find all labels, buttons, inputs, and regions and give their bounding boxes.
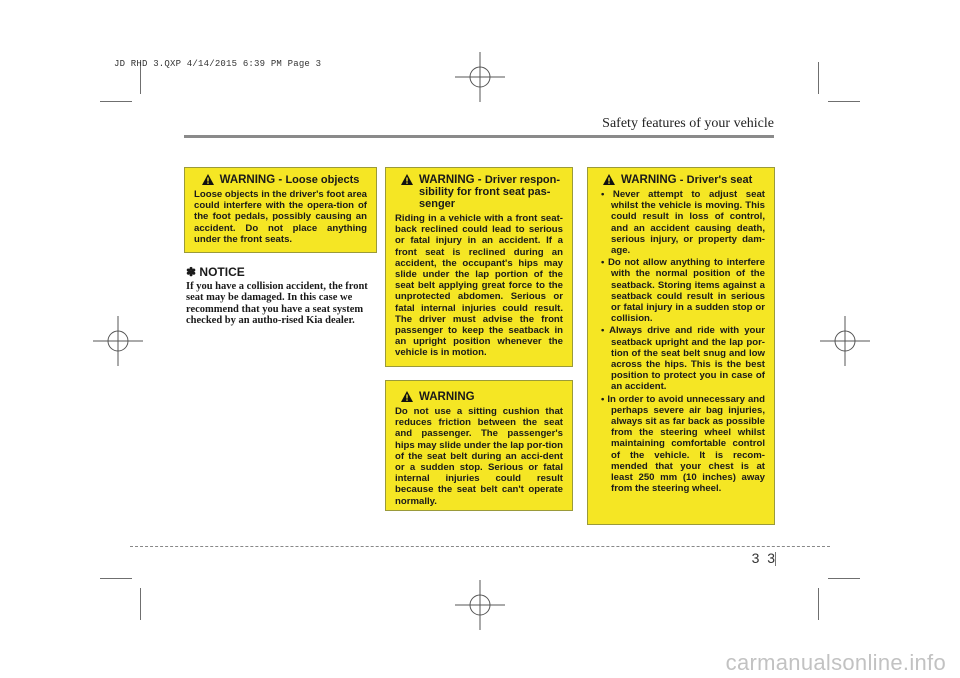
notice-title: NOTICE [199,265,245,279]
warning-dash: - [477,174,482,186]
page-number-value: 3 [767,550,775,566]
registration-mark-left [93,316,143,366]
warning-loose-objects [184,167,377,253]
footer-rule [130,546,830,547]
registration-mark-right [820,316,870,366]
chapter-number: 3 [751,550,760,566]
warning-sitting-cushion [385,380,573,511]
warning-title [597,174,765,186]
warning-list [597,189,765,494]
warning-triangle-icon [202,174,214,185]
warning-subtitle: Driver's seat [686,174,753,186]
warning-label: WARNING [219,174,276,186]
warning-subtitle: Driver respon-sibility for front seat pas-senger [419,174,561,210]
print-slug: JD RHD 3.QXP 4/14/2015 6:39 PM Page 3 [114,59,322,69]
list-item: • Do not allow anything to interfere with the normal position of the seatback. Storing items against a seatback could result in serious or fatal injury in a sudden stop or collision. [601,257,765,325]
warning-dash: - [679,174,684,186]
warning-title [395,174,563,210]
warning-dash: - [278,174,283,186]
warning-triangle-icon [401,391,413,402]
warning-title [194,174,367,186]
page-number [752,550,775,566]
warning-driver-responsibility [385,167,573,367]
registration-mark-top [455,52,505,102]
notice-symbol: ✽ [186,265,197,279]
warning-label: WARNING [621,174,677,186]
list-item: • Never attempt to adjust seat whilst the vehicle is moving. This could result in loss of control, and an accident causing death, serious injury, or property dam-age. [601,189,765,257]
notice-body: If you have a collision accident, the front seat may be damaged. In this case we recommend that you have a seat system checked by an autho-rised Kia dealer. [186,281,368,326]
page-number-separator [775,552,776,566]
registration-mark-bottom [455,580,505,630]
warning-title [395,391,563,403]
warning-triangle-icon [603,174,615,185]
header-rule [184,135,774,138]
warning-drivers-seat [587,167,775,525]
list-item: • In order to avoid unnecessary and perhaps severe air bag injuries, always sit as far back as possible from the steering wheel whilst maintaining comfortable control of the vehicle. It is recom-mended that your chest is at least 250 mm (10 inches) away from the steering wheel. [601,393,765,495]
warning-body: Riding in a vehicle with a front seat-back reclined could lead to serious or fatal injury in an accident. If a front seat is reclined during an accident, the occupant's hips may slide under the lap portion of the seat belt applying great force to the unprotected abdomen. Serious or fatal internal injuries could result. The driver must advise the front passenger to keep the seatback in an upright position whenever the vehicle is in motion. [395,213,563,359]
notice-heading [186,265,245,279]
watermark: carmanualsonline.info [725,650,946,675]
section-title: Safety features of your vehicle [602,116,774,131]
list-item: • Always drive and ride with your seatback upright and the lap por-tion of the seat belt snug and low across the hips. This is the best position to protect you in case of an accident. [601,325,765,393]
warning-label: WARNING [419,391,475,403]
warning-triangle-icon [401,174,413,185]
warning-body: Do not use a sitting cushion that reduces friction between the seat and passenger. The passenger's hips may slide under the lap por-tion of the seat belt during an acci-dent or a sudden stop. Serious or fatal internal injuries could result because the seat belt can't operate normally. [395,406,563,507]
warning-body: Loose objects in the driver's foot area could interfere with the opera-tion of the foot pedals, possibly causing an accident. Do not place anything under the front seats. [194,189,367,245]
warning-label: WARNING [419,174,475,186]
warning-subtitle: Loose objects [285,174,360,186]
